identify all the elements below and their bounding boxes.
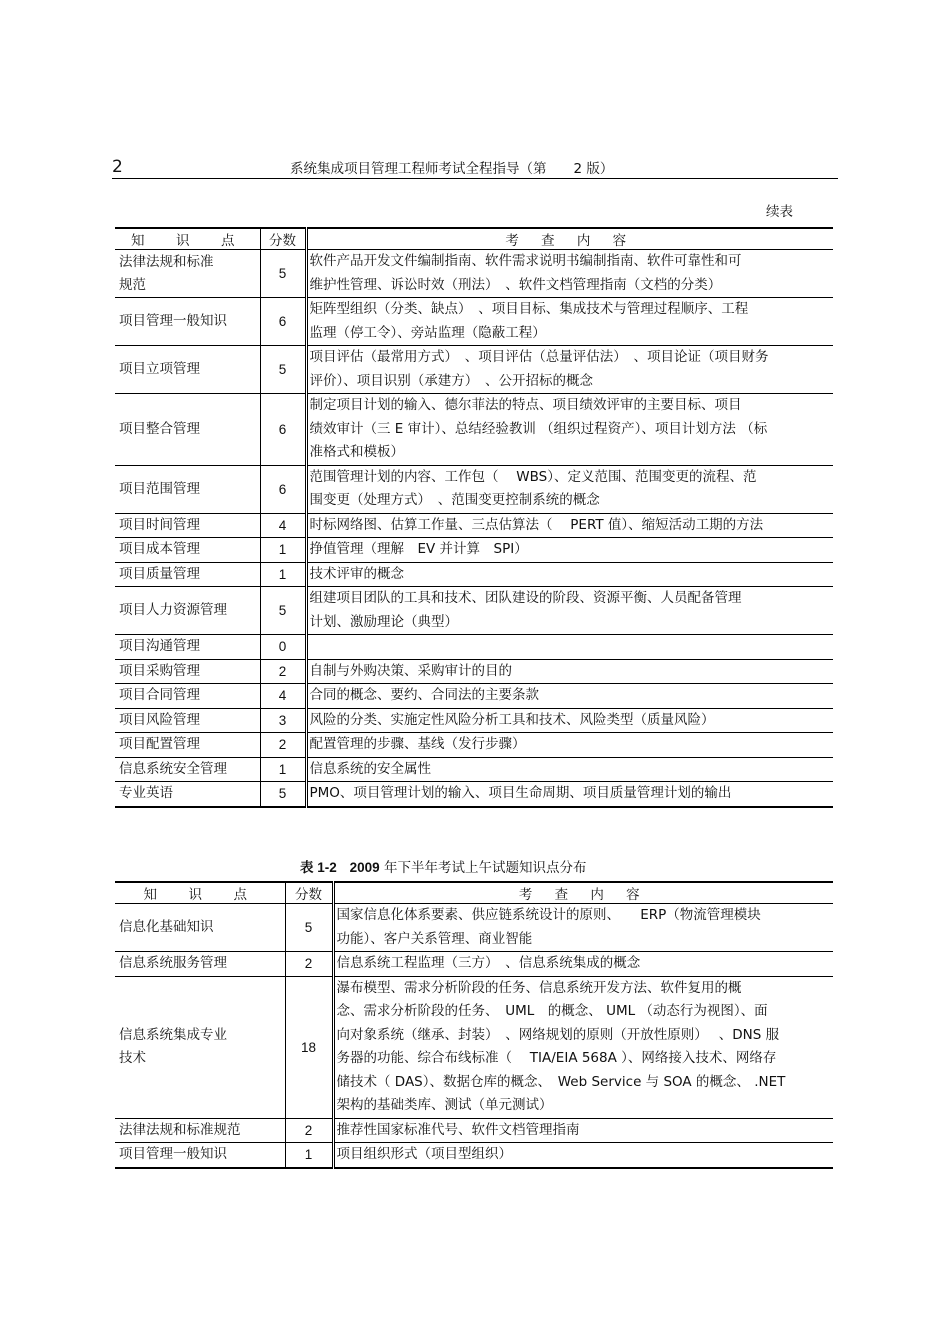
content-cell-line: 范围管理计划的内容、工作包（ WBS）、定义范围、范围变更的流程、范 (309, 468, 757, 485)
topic-cell (115, 513, 260, 538)
topic-cell-line: 项目整合管理 (119, 420, 200, 437)
score-cell: 1 (260, 562, 306, 587)
topic-cell (115, 976, 285, 1118)
content-cell-line: 信息系统工程监理（三方） 、信息系统集成的概念 (336, 955, 641, 971)
content-cell-line: 围变更（处理方式） 、范围变更控制系统的概念 (309, 492, 600, 508)
content-cell (306, 587, 833, 635)
table-row (115, 733, 833, 758)
topic-cell (115, 250, 260, 298)
content-cell (306, 513, 833, 538)
content-cell-line: 绩效审计（三 E 审计）、总结经验教训 （组织过程资产）、项目计划方法 （标 (309, 420, 768, 437)
table-row (115, 465, 833, 513)
topic-cell-line: 项目合同管理 (119, 687, 200, 704)
topic-cell-line: 项目管理一般知识 (119, 313, 227, 329)
table-row (115, 1143, 833, 1168)
topic-cell-line: 信息系统安全管理 (119, 760, 227, 777)
content-cell-line: 功能）、客户关系管理、商业智能 (336, 930, 533, 947)
topic-cell-line: 项目管理一般知识 (119, 1146, 227, 1163)
score-cell: 5 (260, 782, 306, 807)
page-number: 2 (112, 157, 123, 177)
table-row (115, 513, 833, 538)
score-cell: 5 (260, 250, 306, 298)
content-cell (306, 635, 833, 660)
table-row (115, 782, 833, 807)
content-cell-line: 挣值管理（理解 EV 并计算 SPI） (309, 541, 528, 557)
topic-cell (115, 708, 260, 733)
content-cell-line: 准格式和模板） (309, 444, 404, 460)
topic-cell-line: 规范 (119, 276, 146, 293)
content-cell (333, 1143, 833, 1168)
score-cell: 2 (285, 952, 333, 977)
knowledge-table-continued (115, 227, 833, 808)
score-cell: 1 (260, 757, 306, 782)
topic-cell-line: 法律法规和标准规范 (119, 1121, 241, 1138)
topic-cell-line: 信息化基础知识 (119, 919, 214, 935)
score-cell: 2 (260, 733, 306, 758)
content-cell (306, 346, 833, 394)
score-cell: 6 (260, 465, 306, 513)
content-cell (306, 394, 833, 466)
content-cell (306, 298, 833, 346)
table-header-row (115, 228, 833, 250)
topic-cell (115, 465, 260, 513)
score-cell: 6 (260, 298, 306, 346)
topic-cell (115, 587, 260, 635)
topic-cell-line: 专业英语 (119, 785, 173, 802)
topic-cell (115, 346, 260, 394)
content-cell-line: 维护性管理、诉讼时效（刑法） 、软件文档管理指南（文档的分类） (309, 276, 722, 293)
content-cell (306, 250, 833, 298)
content-cell-line (310, 635, 832, 659)
score-cell: 18 (285, 976, 333, 1118)
score-cell: 6 (260, 394, 306, 466)
content-cell (306, 538, 833, 563)
score-cell: 2 (260, 659, 306, 684)
column-header-content: 考 查 内 容 (333, 882, 833, 904)
content-cell (306, 684, 833, 709)
topic-cell-line: 项目时间管理 (119, 516, 200, 533)
content-cell-line: 信息系统的安全属性 (309, 760, 431, 777)
content-cell-line: 架构的基础类库、测试（单元测试） (336, 1097, 553, 1113)
topic-cell (115, 952, 285, 977)
running-header-title: 系统集成项目管理工程师考试全程指导（第 2 版） (290, 161, 614, 177)
content-cell-line: 国家信息化体系要素、供应链系统设计的原则、 ERP（物流管理模块 (336, 907, 761, 923)
header-rule (112, 178, 838, 179)
column-header-score: 分数 (285, 882, 333, 904)
column-header-topic: 知 识 点 (115, 882, 285, 904)
topic-cell-line: 项目范围管理 (119, 480, 200, 497)
score-cell: 2 (285, 1118, 333, 1143)
table-row (115, 659, 833, 684)
score-cell: 5 (260, 587, 306, 635)
table-row (115, 635, 833, 660)
table-row (115, 394, 833, 466)
table-row (115, 976, 833, 1118)
content-cell-line: 软件产品开发文件编制指南、软件需求说明书编制指南、软件可靠性和可 (309, 253, 742, 269)
content-cell-line: 制定项目计划的输入、德尔菲法的特点、项目绩效评审的主要目标、项目 (309, 397, 742, 413)
topic-cell (115, 562, 260, 587)
content-cell-line: 矩阵型组织（分类、缺点） 、项目目标、集成技术与管理过程顺序、工程 (309, 301, 749, 317)
content-cell-line: PMO、项目管理计划的输入、项目生命周期、项目质量管理计划的输出 (309, 785, 732, 801)
content-cell-line: 向对象系统（继承、封装） 、网络规划的原则（开放性原则） 、DNS 服 (336, 1026, 780, 1043)
content-cell-line: 合同的概念、要约、合同法的主要条款 (309, 687, 539, 703)
content-cell (306, 757, 833, 782)
content-cell-line: 计划、激励理论（典型） (309, 613, 458, 630)
table-row (115, 1118, 833, 1143)
topic-cell-line: 项目立项管理 (119, 361, 200, 377)
table-caption-text: 年下半年考试上午试题知识点分布 (379, 860, 587, 876)
column-header-topic: 知 识 点 (115, 228, 260, 250)
content-cell (306, 708, 833, 733)
topic-cell-line: 项目质量管理 (119, 565, 200, 582)
content-cell-line: 瀑布模型、需求分析阶段的任务、信息系统开发方法、软件复用的概 (336, 979, 742, 996)
table-row (115, 952, 833, 977)
content-cell-line: 时标网络图、估算工作量、三点估算法（ PERT 值）、缩短活动工期的方法 (309, 516, 764, 533)
content-cell-line: 风险的分类、实施定性风险分析工具和技术、风险类型（质量风险） (309, 711, 715, 728)
topic-cell-line: 项目成本管理 (119, 541, 200, 558)
score-cell: 1 (260, 538, 306, 563)
content-cell-line: 项目评估（最常用方式） 、项目评估（总量评估法） 、项目论证（项目财务 (309, 349, 769, 365)
content-cell-line: 推荐性国家标准代号、软件文档管理指南 (336, 1121, 580, 1138)
content-cell (333, 952, 833, 977)
content-cell (306, 733, 833, 758)
topic-cell (115, 635, 260, 660)
topic-cell (115, 782, 260, 807)
topic-cell (115, 904, 285, 952)
continued-label: 续表 (766, 204, 793, 220)
content-cell (306, 562, 833, 587)
content-cell-line: 组建项目团队的工具和技术、团队建设的阶段、资源平衡、人员配备管理 (309, 590, 742, 606)
topic-cell-line: 项目人力资源管理 (119, 602, 227, 618)
topic-cell (115, 394, 260, 466)
table-row (115, 904, 833, 952)
content-cell-line: 项目组织形式（项目型组织） (336, 1146, 512, 1162)
content-cell-line: 评价）、项目识别（承建方） 、公开招标的概念 (309, 372, 593, 389)
topic-cell (115, 1143, 285, 1168)
content-cell (333, 1118, 833, 1143)
topic-cell (115, 298, 260, 346)
topic-cell-line: 信息系统服务管理 (119, 955, 227, 972)
topic-cell (115, 1118, 285, 1143)
topic-cell (115, 659, 260, 684)
content-cell-line: 监理（停工令）、旁站监理（隐蔽工程） (309, 324, 546, 341)
table-caption (300, 856, 586, 876)
content-cell-line: 储技术（ DAS）、数据仓库的概念、 Web Service 与 SOA 的概念、 .NET (336, 1073, 786, 1090)
content-cell (306, 782, 833, 807)
content-cell-line: 配置管理的步骤、基线（发行步骤） (309, 736, 526, 752)
content-cell (306, 465, 833, 513)
score-cell: 3 (260, 708, 306, 733)
table-row (115, 708, 833, 733)
content-cell-line: 务器的功能、综合布线标准（ TIA/EIA 568A ）、网络接入技术、网络存 (336, 1050, 777, 1066)
topic-cell-line: 项目风险管理 (119, 711, 200, 728)
table-caption-year: 2009 (349, 860, 380, 875)
topic-cell-line: 信息系统集成专业 (119, 1027, 227, 1043)
column-header-content: 考 查 内 容 (306, 228, 833, 250)
score-cell: 4 (260, 513, 306, 538)
score-cell: 5 (260, 346, 306, 394)
topic-cell (115, 757, 260, 782)
table-row (115, 250, 833, 298)
content-cell (333, 904, 833, 952)
content-cell-line: 技术评审的概念 (309, 565, 404, 582)
score-cell: 0 (260, 635, 306, 660)
content-cell (333, 976, 833, 1118)
topic-cell-line: 项目配置管理 (119, 736, 200, 753)
table-row (115, 538, 833, 563)
score-cell: 4 (260, 684, 306, 709)
column-header-score: 分数 (260, 228, 306, 250)
score-cell: 1 (285, 1143, 333, 1168)
topic-cell-line: 项目沟通管理 (119, 638, 200, 655)
table-row (115, 684, 833, 709)
topic-cell (115, 538, 260, 563)
table-header-row (115, 882, 833, 904)
score-cell: 5 (285, 904, 333, 952)
content-cell-line: 自制与外购决策、采购审计的目的 (309, 662, 512, 679)
topic-cell-line: 项目采购管理 (119, 662, 200, 679)
knowledge-table-2009 (115, 881, 833, 1169)
table-row (115, 587, 833, 635)
table-row (115, 346, 833, 394)
topic-cell (115, 733, 260, 758)
topic-cell (115, 684, 260, 709)
table-row (115, 757, 833, 782)
topic-cell-line: 法律法规和标准 (119, 253, 214, 270)
content-cell (306, 659, 833, 684)
table-row (115, 562, 833, 587)
topic-cell-line: 技术 (119, 1050, 146, 1066)
table-caption-label: 表 1-2 (300, 860, 337, 875)
content-cell-line: 念、需求分析阶段的任务、 UML 的概念、 UML （动态行为视图）、面 (336, 1003, 768, 1019)
table-row (115, 298, 833, 346)
